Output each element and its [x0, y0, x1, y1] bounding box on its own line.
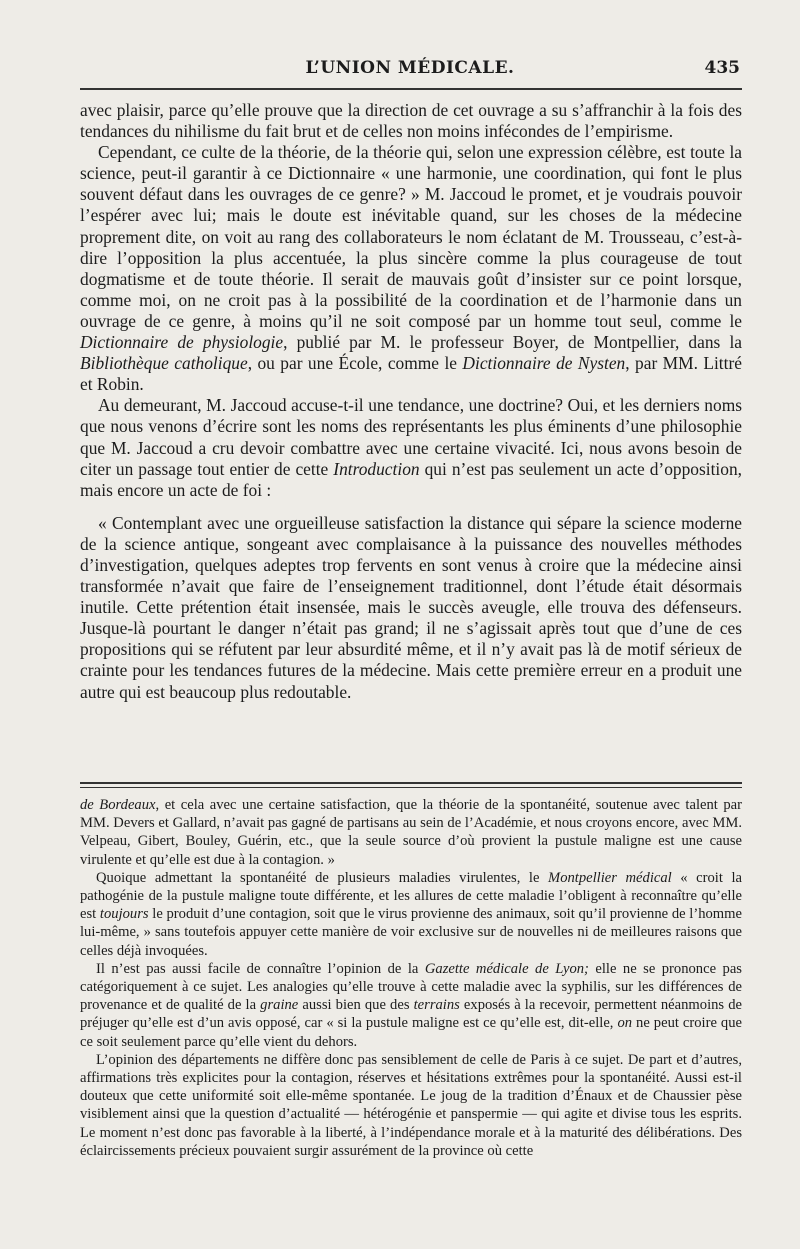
footnote-rule [80, 782, 742, 784]
text-run: , par MM. Littré et Robin. [80, 353, 742, 395]
paragraph [80, 395, 742, 500]
text-run: qui n’est pas seulement un acte d’opposition, mais encore un acte de foi : [80, 458, 742, 500]
footnote-paragraph [80, 960, 742, 1051]
text-run: Il n’est pas aussi facile de connaître l’opinion de la [96, 960, 425, 977]
footnote-rule-thin [80, 787, 742, 788]
text-run: le produit d’une contagion, soit que le virus provienne des animaux, soit qu’il provienne de l’homme lui-même, » sans toutefois appuyer cette manière de voir exclusive sur de nouvelles ni de meilleures raisons que celles déjà invoquées. [80, 906, 742, 959]
text-run: « croit la pathogénie de la pustule maligne toute différente, et les allures de cette maladie l’obligent à reconnaître qu’elle est [80, 869, 742, 923]
paragraph: avec plaisir, parce qu’elle prouve que la direction de cet ouvrage a su s’affranchir à la fois des tendances du nihilisme du fait brut et de celles non moins infécondes de l’empirisme. [80, 100, 742, 142]
text-run: , ou par une École, comme le [247, 353, 463, 374]
footnote-paragraph [80, 796, 742, 869]
text-run: , publié par M. le professeur Boyer, de Montpellier, dans la [283, 332, 742, 353]
italic-title: Gazette médicale de Lyon; [424, 960, 589, 977]
text-run: elle ne se prononce pas catégoriquement à ce sujet. Les analogies qu’elle trouve à cette maladie avec la syphilis, sur les différences de provenance et de qualité de la [80, 960, 742, 1014]
footnote-paragraph: L’opinion des départements ne diffère donc pas sensiblement de celle de Paris à ce sujet. De part et d’autres, affirmations très explicites pour la contagion, réserves et hésitations extrêmes pour la spontanéité. Aussi est-il douteux que cette uniformité soit elle-même spontanée. Le joug de la tradition d’Énaux et de Chaussier pèse visiblement ainsi que la question d’actualité — hétérogénie et panspermie — qui agite et divise tous les esprits. Le moment n’est donc pas favorable à la liberté, à l’indépendance morale et à la maturité des délibérations. Des éclaircissements précieux pouvaient surgir assurément de la province où cette [80, 1051, 742, 1159]
italic-title: Dictionnaire de Nysten [462, 353, 626, 374]
italic-title: Introduction [333, 458, 420, 479]
text-run: exposés à la recevoir, permettent néanmoins de préjuger qu’elle est d’un avis opposé, car « si la pustule maligne est ce qu’elle est, dit-elle, [80, 997, 742, 1032]
page-number: 435 [704, 58, 740, 78]
italic-word: graine [260, 997, 299, 1014]
text-run: aussi bien que des [298, 997, 414, 1014]
paragraph [80, 142, 742, 395]
italic-word: toujours [99, 906, 149, 923]
text-run: Cependant, ce culte de la théorie, de la théorie qui, selon une expression célèbre, est toute la science, peut-il garantir à ce Dictionnaire « une harmonie, une coordination, qui font le plus souvent défaut dans les ouvrages de ce genre? » M. Jaccoud le promet, et je voudrais pouvoir l’espérer avec lui; mais le doute est inévitable quand, sur les choses de la médecine proprement dite, on voit au rang des collaborateurs le nom éclatant de M. Trousseau, c’est-à-dire l’opposition la plus accentuée, la plus sincère comme la plus courageuse de tout dogmatisme et de toute théorie. Il serait de mauvais goût d’insister sur ce point lorsque, comme moi, on ne croit pas à la possibilité de la coordination et de l’harmonie dans un ouvrage de ce genre, à moins qu’il ne soit composé par un homme tout seul, comme le [80, 142, 742, 331]
italic-word: terrains [413, 997, 460, 1014]
main-text [80, 100, 742, 703]
text-run: , et cela avec une certaine satisfaction, que la théorie de la spontanéité, soutenue avec talent par MM. Devers et Gallard, n’avait pas gagné de partisans au sein de l’Académie, et nous croyons encore, avec MM. Velpeau, Gibert, Bouley, Guérin, etc., que la seule source d’où provient la pustule maligne est une cause virulente et qu’elle est due à la contagion. » [80, 797, 742, 868]
italic-title: Bibliothèque catholique [80, 353, 248, 374]
quotation: « Contemplant avec une orgueilleuse satisfaction la distance qui sépare la science moderne de la science antique, songeant avec complaisance à la puissance des nouvelles méthodes d’investigation, quelques adeptes trop fervents en sont venus à croire que la médecine ainsi transformée n’avait que faire de l’enseignement traditionnel, dont l’étude était désormais inutile. Cette prétention était insensée, mais le succès aveugle, elle trouva des défenseurs. Jusque-là pourtant le danger n’était pas grand; il ne s’agissait après tout que d’une de ces propositions qui se réfutent par leur absurdité même, et il n’y avait pas là de motif sérieux de crainte pour les tendances futures de la médecine. Mais cette première erreur en a produit une autre qui est beaucoup plus redoutable. [80, 512, 742, 702]
italic-word: on [617, 1015, 633, 1032]
text-run: Au demeurant, M. Jaccoud accuse-t-il une tendance, une doctrine? Oui, et les derniers noms que nous venons d’écrire sont les noms des représentants les plus éminents d’une philosophie que M. Jaccoud a cru devoir combattre avec une certaine vivacité. Ici, nous avons besoin de citer un passage tout entier de cette [80, 395, 742, 479]
italic-title: Montpellier médical [548, 869, 672, 886]
italic-title: Dictionnaire de physiologie [80, 332, 284, 353]
footnote-paragraph [80, 869, 742, 960]
running-header [80, 58, 740, 86]
text-run: ne peut croire que ce soit seulement parce qu’elle vient du dehors. [80, 1015, 742, 1050]
footnote-text [80, 796, 742, 1160]
text-run: Quoique admettant la spontanéité de plusieurs maladies virulentes, le [96, 869, 549, 886]
header-rule [80, 88, 742, 90]
running-title: L’UNION MÉDICALE. [305, 58, 515, 78]
italic-title: de Bordeaux [80, 797, 156, 813]
